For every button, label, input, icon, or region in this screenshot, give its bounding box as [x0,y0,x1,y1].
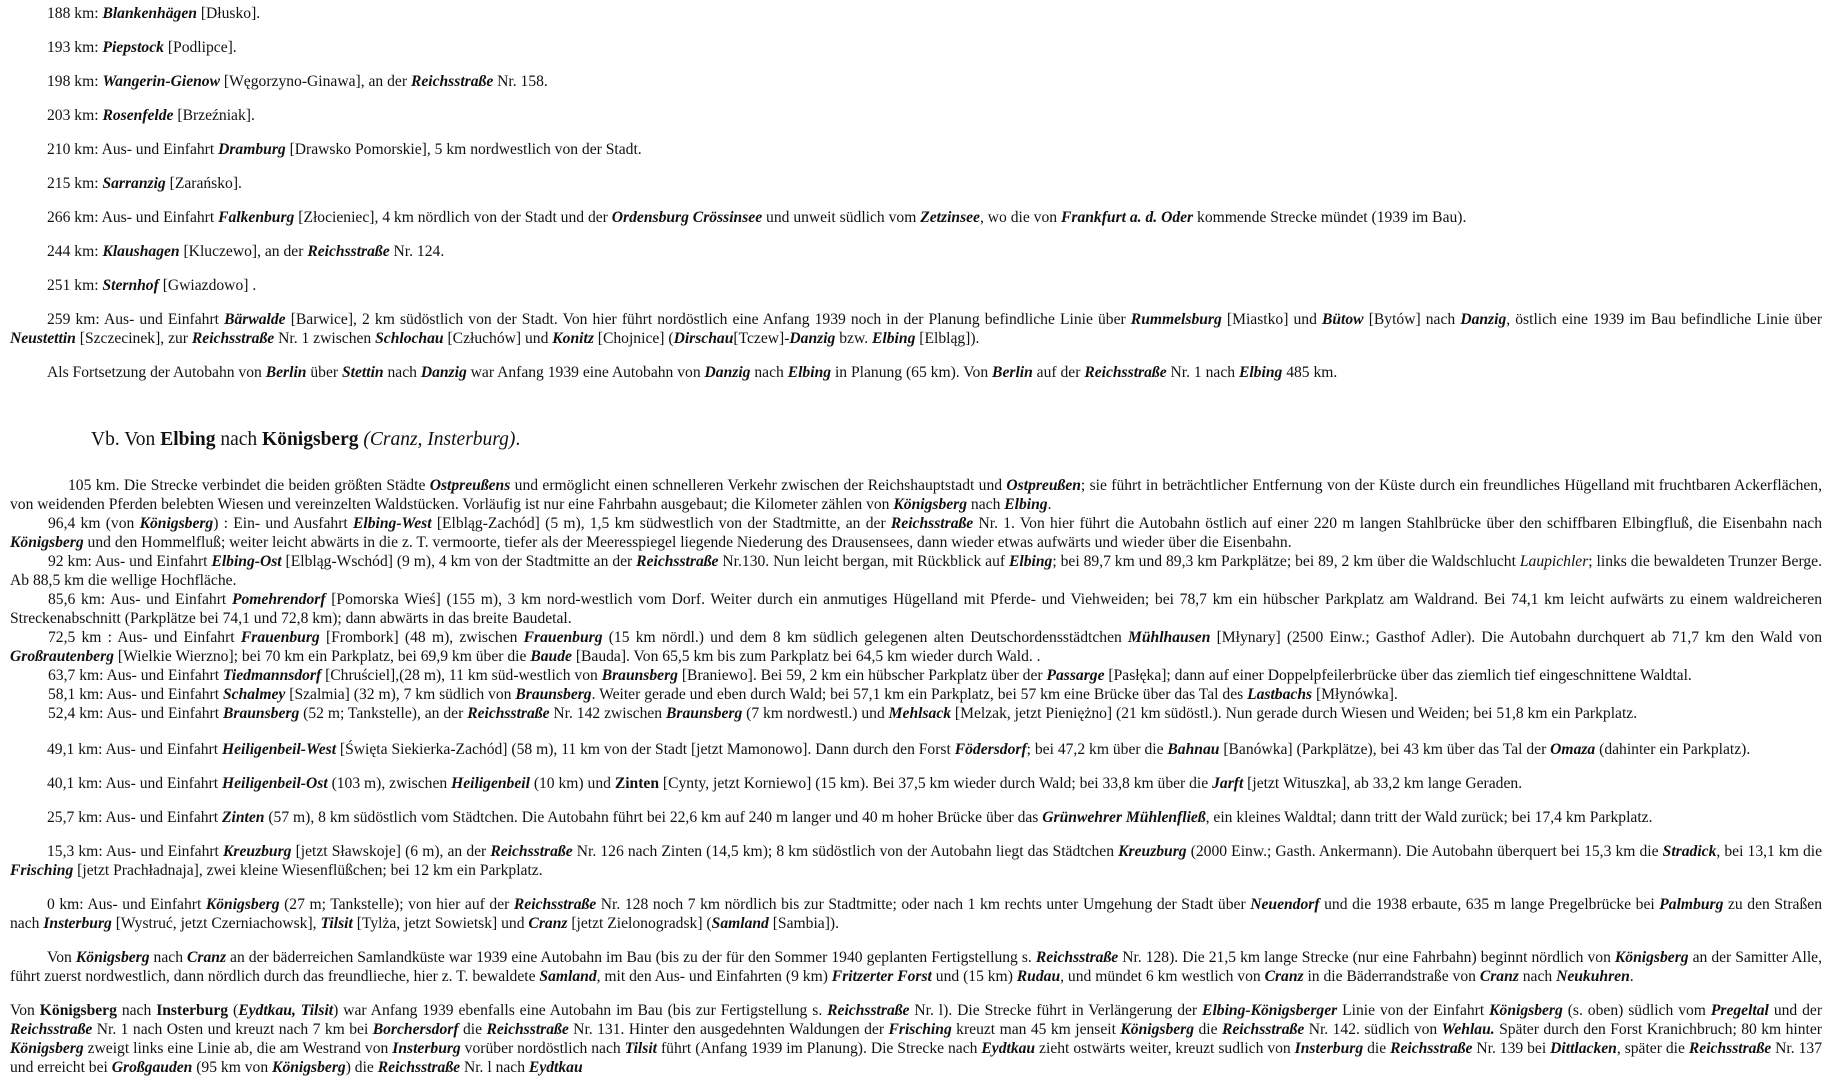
entry-15-3-km: 15,3 km: Aus- und Einfahrt Kreuzburg [jetzt Sławskoje] (6 m), an der Reichsstraße Nr. 126 nach Zinten (14,5 km); 8 km südöstlich von der Autobahn liegt das Städtchen Kreuzburg (2000 Einw.; Gasth. Ankermann). Die Autobahn überquert bei 15,3 km die Stradick, bei 13,1 km die Frisching [jetzt Prachładnaja], zwei kleine Wiesenflüßchen; bei 12 km ein Parkplatz. [10,843,1822,879]
entry-92-km: 92 km: Aus- und Einfahrt Elbing-Ost [Elbląg-Wschód] (9 m), 4 km von der Stadtmitte an der Reichsstraße Nr.130. Nun leicht bergan, mit Rückblick auf Elbing; bei 89,7 km und 89,3 km Parkplätze; bei 89, 2 km über die Waldschlucht Laupichler; links die bewaldeten Trunzer Berge. Ab 88,5 km die wellige Hochfläche. [10,553,1822,589]
paragraph-koenigsberg-insterburg: Von Königsberg nach Insterburg (Eydtkau, Tilsit) war Anfang 1939 ebenfalls eine Autobahn im Bau (bis zur Fertigstellung s. Reichsstraße Nr. l). Die Strecke führt in Verlängerung der Elbing-Königsberger Linie von der Einfahrt Königsberg (s. oben) südlich vom Pregeltal und der Reichsstraße Nr. 1 nach Osten und kreuzt nach 7 km bei Borchersdorf die Reichsstraße Nr. 131. Hinter den ausgedehnten Waldungen der Frisching kreuzt man 45 km jenseit Königsberg die Reichsstraße Nr. 142. südlich von Wehlau. Später durch den Forst Kranichbruch; 80 km hinter Königsberg zweigt links eine Linie ab, die am Westrand von Insterburg vorüber nordöstlich nach Tilsit führt (Anfang 1939 im Planung). Die Strecke nach Eydtkau zieht ostwärts weiter, kreuzt sudlich von Insterburg die Reichsstraße Nr. 139 bei Dittlacken, später die Reichsstraße Nr. 137 und erreicht bei Großgauden (95 km von Königsberg) die Reichsstraße Nr. l nach Eydtkau [10,1002,1823,1076]
entry-72-5-km: 72,5 km : Aus- und Einfahrt Frauenburg [Frombork] (48 m), zwischen Frauenburg (15 km nördl.) und dem 8 km südlich gelegenen alten Deutschordensstädtchen Mühlhausen [Młynary] (2500 Einw.; Gasthof Adler). Die Autobahn durchquert ab 71,7 km den Wald von Großrautenberg [Wielkie Wierzno]; bei 70 km ein Parkplatz, bei 69,9 km über die Baude [Bauda]. Von 65,5 km bis zum Parkplatz bei 64,5 km wieder durch Wald. . [10,629,1823,665]
entry-251-km: 251 km: Sternhof [Gwiazdowo] . [47,277,257,294]
paragraph-koenigsberg-cranz: Von Königsberg nach Cranz an der bäderreichen Samlandküste war 1939 eine Autobahn im Bau (bis zu der für den Sommer 1940 geplanten Fertigstellung s. Reichsstraße Nr. 128). Die 21,5 km lange Strecke (nur eine Fahrbahn) beginnt nördlich von Königsberg an der Samitter Alle, führt zuerst nordwestlich, dann nördlich durch das freundlieche, hier z. T. bewaldete Samland, mit den Aus- und Einfahrten (9 km) Fritzerter Forst und (15 km) Rudau, und mündet 6 km westlich von Cranz in die Bäderrandstraße von Cranz nach Neukuhren. [10,949,1823,985]
entry-40-1-km: 40,1 km: Aus- und Einfahrt Heiligenbeil-Ost (103 m), zwischen Heiligenbeil (10 km) und Zinten [Cynty, jetzt Korniewo] (15 km). Bei 37,5 km wieder durch Wald; bei 33,8 km über die Jarft [jetzt Wituszka], ab 33,2 km lange Geraden. [47,775,1523,792]
paragraph-danzig-elbing: Als Fortsetzung der Autobahn von Berlin über Stettin nach Danzig war Anfang 1939 eine Autobahn von Danzig nach Elbing in Planung (65 km). Von Berlin auf der Reichsstraße Nr. 1 nach Elbing 485 km. [47,364,1338,381]
entry-0-km: 0 km: Aus- und Einfahrt Königsberg (27 m; Tankstelle); von hier auf der Reichsstraße Nr. 128 noch 7 km nördlich bis zur Stadtmitte; oder nach 1 km rechts unter Umgehung der Stadt über Neuendorf und die 1938 erbaute, 635 m lange Pregelbrücke bei Palmburg zu den Straßen nach Insterburg [Wystruć, jetzt Czerniachowsk], Tilsit [Tylża, jetzt Sowietsk] und Cranz [jetzt Zielonogradsk] (Samland [Sambia]). [10,896,1822,932]
entry-96-4-km: 96,4 km (von Königsberg) : Ein- und Ausfahrt Elbing-West [Elbląg-Zachód] (5 m), 1,5 km südwestlich von der Stadtmitte, an der Reichsstraße Nr. 1. Von hier führt die Autobahn östlich auf einer 220 m langen Stahlbrücke über den schiffbaren Elbingfluß, die Eisenbahn nach Königsberg und den Hommelfluß; weiter leicht abwärts in die z. T. vermoorte, tiefer als der Meeresspiegel liegende Niederung des Drausensees, dann wieder etwas aufwärts und wieder über die Eisenbahn. [10,515,1822,551]
entry-203-km: 203 km: Rosenfelde [Brzeźniak]. [47,107,255,124]
entry-188-km: 188 km: Blankenhägen [Dłusko]. [47,5,261,22]
entry-193-km: 193 km: Piepstock [Podlipce]. [47,39,237,56]
route-details-dense [10,476,1822,723]
entry-244-km: 244 km: Klaushagen [Kluczewo], an der Reichsstraße Nr. 124. [47,243,445,260]
entry-266-km: 266 km: Aus- und Einfahrt Falkenburg [Złocieniec], 4 km nördlich von der Stadt und der Ordensburg Crössinsee und unweit südlich vom Zetzinsee, wo die von Frankfurt a. d. Oder kommende Strecke mündet (1939 im Bau). [47,209,1467,226]
entry-259-km: 259 km: Aus- und Einfahrt Bärwalde [Barwice], 2 km südöstlich von der Stadt. Von hier führt nordöstlich eine Anfang 1939 noch in der Planung befindliche Linie über Rummelsburg [Miastko] und Bütow [Bytów] nach Danzig, östlich eine 1939 im Bau befindliche Linie über Neustettin [Szczecinek], zur Reichsstraße Nr. 1 zwischen Schlochau [Człuchów] und Konitz [Chojnice] (Dirschau[Tczew]-Danzig bzw. Elbing [Elbląg]). [10,311,1823,347]
entry-58-1-km: 58,1 km: Aus- und Einfahrt Schalmey [Szalmia] (32 m), 7 km südlich von Braunsberg. Weiter gerade und eben durch Wald; bei 57,1 km ein Parkplatz, bei 57 km eine Brücke über das Tal des Lastbachs [Młynówka]. [48,686,1398,703]
entry-210-km: 210 km: Aus- und Einfahrt Dramburg [Drawsko Pomorskie], 5 km nordwestlich von der Stadt. [47,141,642,158]
entry-63-7-km: 63,7 km: Aus- und Einfahrt Tiedmannsdorf [Chruściel],(28 m), 11 km süd-westlich von Braunsberg [Braniewo]. Bei 59, 2 km ein hübscher Parkplatz über der Passarge [Pasłęka]; dann auf einer Doppelpfeilerbrücke über das ziemlich tief eingeschnittene Waldtal. [48,667,1692,684]
entry-25-7-km: 25,7 km: Aus- und Einfahrt Zinten (57 m), 8 km südöstlich vom Städtchen. Die Autobahn führt bei 22,6 km auf 240 m langer und 40 m hoher Brücke über das Grünwehrer Mühlenfließ, ein kleines Waldtal; dann tritt der Wald zurück; bei 17,4 km Parkplatz. [47,809,1653,826]
entry-198-km: 198 km: Wangerin-Gienow [Węgorzyno-Ginawa], an der Reichsstraße Nr. 158. [47,73,548,90]
paragraph-105-km: 105 km. Die Strecke verbindet die beiden größten Städte Ostpreußens und ermöglicht einen schnelleren Verkehr zwischen der Reichshauptstadt und Ostpreußen; sie führt in beträchtlicher Entfernung von der Küste durch ein freundliches Hügelland mit fruchtbaren Ackerflächen, von weidenden Pferden belebten Wiesen und vereinzelten Waldstücken. Vorläufig ist nur eine Fahrbahn ausgebaut; die Kilometer zählen von Königsberg nach Elbing. [10,477,1822,513]
section-heading-vb: Vb. Von Elbing nach Königsberg (Cranz, Insterburg). [91,429,521,450]
entry-215-km: 215 km: Sarranzig [Zarańsko]. [47,175,242,192]
entry-52-4-km: 52,4 km: Aus- und Einfahrt Braunsberg (52 m; Tankstelle), an der Reichsstraße Nr. 142 zwischen Braunsberg (7 km nordwestl.) und Mehlsack [Melzak, jetzt Pieniężno] (21 km südöstl.). Nun gerade durch Wiesen und Weiden; bei 51,8 km ein Parkplatz. [48,705,1638,722]
entry-49-1-km: 49,1 km: Aus- und Einfahrt Heiligenbeil-West [Święta Siekierka-Zachód] (58 m), 11 km von der Stadt [jetzt Mamonowo]. Dann durch den Forst Födersdorf; bei 47,2 km über die Bahnau [Banówka] (Parkplätze), bei 43 km über das Tal der Omaza (dahinter ein Parkplatz). [47,741,1751,758]
entry-85-6-km: 85,6 km: Aus- und Einfahrt Pomehrendorf [Pomorska Wieś] (155 m), 3 km nord-westlich vom Dorf. Weiter durch ein anmutiges Hügelland mit Pferde- und Viehweiden; bei 78,7 km ein hübscher Parkplatz am Waldrand. Bei 74,1 km leicht aufwärts zu einem waldreicheren Streckenabschnitt (Parkplätze bei 74,1 und 72,8 km); dann abwärts in das breite Baudetal. [10,591,1823,627]
